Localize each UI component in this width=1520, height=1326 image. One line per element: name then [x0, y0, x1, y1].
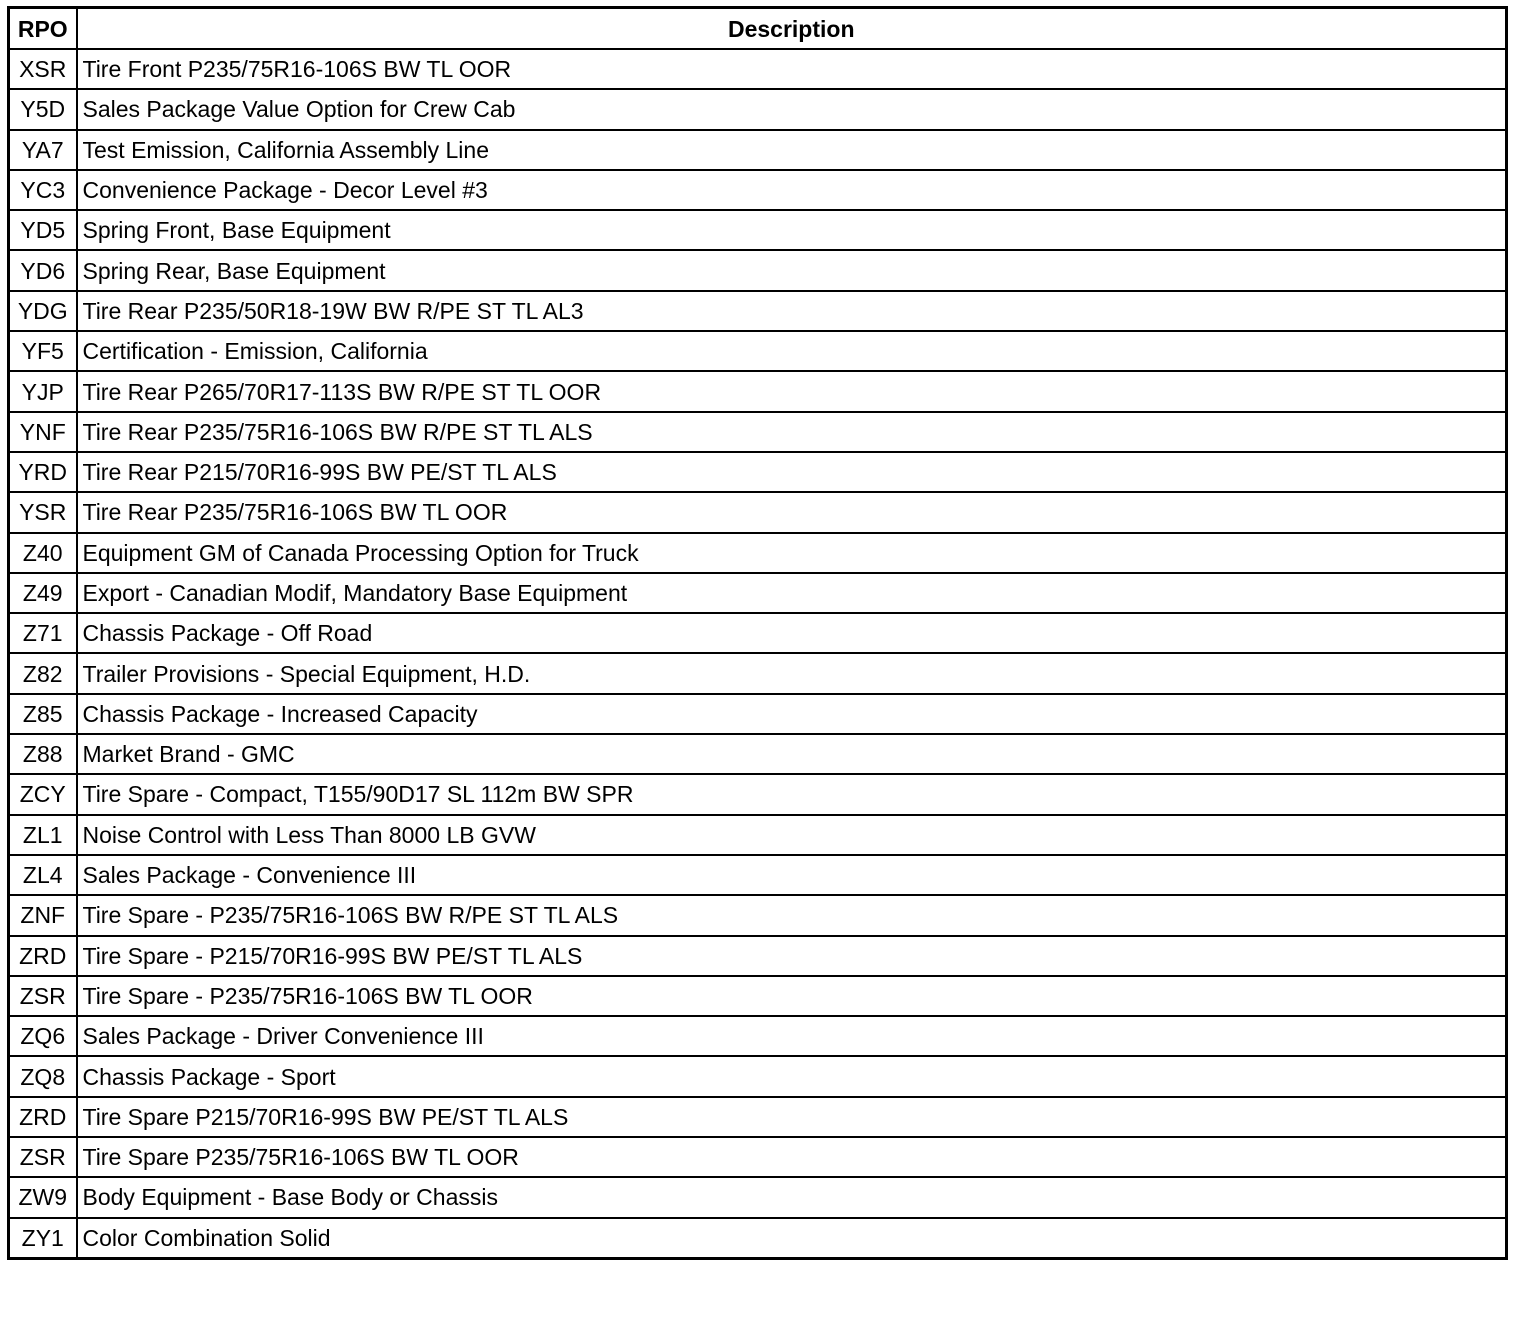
rpo-code-cell: Z71 — [9, 613, 77, 653]
rpo-code-cell: ZY1 — [9, 1218, 77, 1259]
description-cell: Tire Rear P235/50R18-19W BW R/PE ST TL AL3 — [77, 291, 1507, 331]
rpo-code-cell: YA7 — [9, 130, 77, 170]
rpo-code-cell: Z49 — [9, 573, 77, 613]
table-row — [9, 1097, 1507, 1137]
rpo-column-header: RPO — [9, 8, 77, 50]
rpo-code-cell: ZW9 — [9, 1177, 77, 1217]
description-cell: Tire Spare - Compact, T155/90D17 SL 112m BW SPR — [77, 774, 1507, 814]
table-row — [9, 1056, 1507, 1096]
rpo-code-cell: ZRD — [9, 1097, 77, 1137]
rpo-code-cell: YRD — [9, 452, 77, 492]
description-cell: Spring Front, Base Equipment — [77, 210, 1507, 250]
rpo-code-cell: Z85 — [9, 694, 77, 734]
rpo-code-cell: ZQ8 — [9, 1056, 77, 1096]
rpo-code-cell: YDG — [9, 291, 77, 331]
description-cell: Sales Package - Driver Convenience III — [77, 1016, 1507, 1056]
table-row — [9, 130, 1507, 170]
table-row — [9, 774, 1507, 814]
table-row — [9, 1137, 1507, 1177]
description-cell: Certification - Emission, California — [77, 331, 1507, 371]
rpo-code-cell: ZSR — [9, 1137, 77, 1177]
table-row — [9, 452, 1507, 492]
description-cell: Tire Spare - P235/75R16-106S BW TL OOR — [77, 976, 1507, 1016]
description-cell: Equipment GM of Canada Processing Option for Truck — [77, 533, 1507, 573]
rpo-code-cell: YNF — [9, 412, 77, 452]
description-cell: Noise Control with Less Than 8000 LB GVW — [77, 815, 1507, 855]
rpo-code-cell: YSR — [9, 492, 77, 532]
rpo-code-cell: YJP — [9, 371, 77, 411]
table-row — [9, 250, 1507, 290]
description-cell: Tire Spare P215/70R16-99S BW PE/ST TL ALS — [77, 1097, 1507, 1137]
description-column-header: Description — [77, 8, 1507, 50]
description-cell: Spring Rear, Base Equipment — [77, 250, 1507, 290]
description-cell: Tire Rear P265/70R17-113S BW R/PE ST TL OOR — [77, 371, 1507, 411]
table-row — [9, 492, 1507, 532]
description-cell: Test Emission, California Assembly Line — [77, 130, 1507, 170]
table-row — [9, 210, 1507, 250]
table-row — [9, 1218, 1507, 1259]
description-cell: Sales Package Value Option for Crew Cab — [77, 89, 1507, 129]
table-row — [9, 694, 1507, 734]
description-cell: Chassis Package - Increased Capacity — [77, 694, 1507, 734]
rpo-code-cell: ZCY — [9, 774, 77, 814]
description-cell: Tire Spare P235/75R16-106S BW TL OOR — [77, 1137, 1507, 1177]
table-row — [9, 895, 1507, 935]
table-row — [9, 653, 1507, 693]
rpo-code-cell: Z88 — [9, 734, 77, 774]
rpo-code-cell: ZSR — [9, 976, 77, 1016]
description-cell: Market Brand - GMC — [77, 734, 1507, 774]
rpo-table — [7, 6, 1508, 1260]
table-row — [9, 89, 1507, 129]
table-row — [9, 49, 1507, 89]
rpo-code-cell: ZRD — [9, 936, 77, 976]
table-row — [9, 291, 1507, 331]
rpo-code-cell: YD5 — [9, 210, 77, 250]
table-row — [9, 734, 1507, 774]
table-row — [9, 412, 1507, 452]
description-cell: Convenience Package - Decor Level #3 — [77, 170, 1507, 210]
description-cell: Tire Rear P235/75R16-106S BW TL OOR — [77, 492, 1507, 532]
description-cell: Body Equipment - Base Body or Chassis — [77, 1177, 1507, 1217]
table-body — [9, 49, 1507, 1258]
table-row — [9, 371, 1507, 411]
description-cell: Chassis Package - Sport — [77, 1056, 1507, 1096]
description-cell: Tire Rear P215/70R16-99S BW PE/ST TL ALS — [77, 452, 1507, 492]
description-cell: Tire Spare - P215/70R16-99S BW PE/ST TL ALS — [77, 936, 1507, 976]
description-cell: Export - Canadian Modif, Mandatory Base Equipment — [77, 573, 1507, 613]
rpo-code-cell: YC3 — [9, 170, 77, 210]
rpo-code-cell: ZL1 — [9, 815, 77, 855]
table-row — [9, 1016, 1507, 1056]
rpo-code-cell: ZNF — [9, 895, 77, 935]
table-row — [9, 613, 1507, 653]
description-cell: Color Combination Solid — [77, 1218, 1507, 1259]
rpo-code-cell: XSR — [9, 49, 77, 89]
table-row — [9, 533, 1507, 573]
rpo-code-cell: YD6 — [9, 250, 77, 290]
table-row — [9, 976, 1507, 1016]
rpo-code-cell: YF5 — [9, 331, 77, 371]
rpo-code-cell: Z82 — [9, 653, 77, 693]
table-row — [9, 815, 1507, 855]
description-cell: Trailer Provisions - Special Equipment, H.D. — [77, 653, 1507, 693]
table-row — [9, 1177, 1507, 1217]
description-cell: Tire Front P235/75R16-106S BW TL OOR — [77, 49, 1507, 89]
table-row — [9, 331, 1507, 371]
table-row — [9, 855, 1507, 895]
table-header-row — [9, 8, 1507, 50]
description-cell: Sales Package - Convenience III — [77, 855, 1507, 895]
rpo-code-cell: ZL4 — [9, 855, 77, 895]
rpo-code-cell: Y5D — [9, 89, 77, 129]
rpo-code-cell: ZQ6 — [9, 1016, 77, 1056]
description-cell: Tire Spare - P235/75R16-106S BW R/PE ST TL ALS — [77, 895, 1507, 935]
description-cell: Tire Rear P235/75R16-106S BW R/PE ST TL ALS — [77, 412, 1507, 452]
rpo-code-cell: Z40 — [9, 533, 77, 573]
table-row — [9, 936, 1507, 976]
description-cell: Chassis Package - Off Road — [77, 613, 1507, 653]
table-row — [9, 170, 1507, 210]
table-row — [9, 573, 1507, 613]
